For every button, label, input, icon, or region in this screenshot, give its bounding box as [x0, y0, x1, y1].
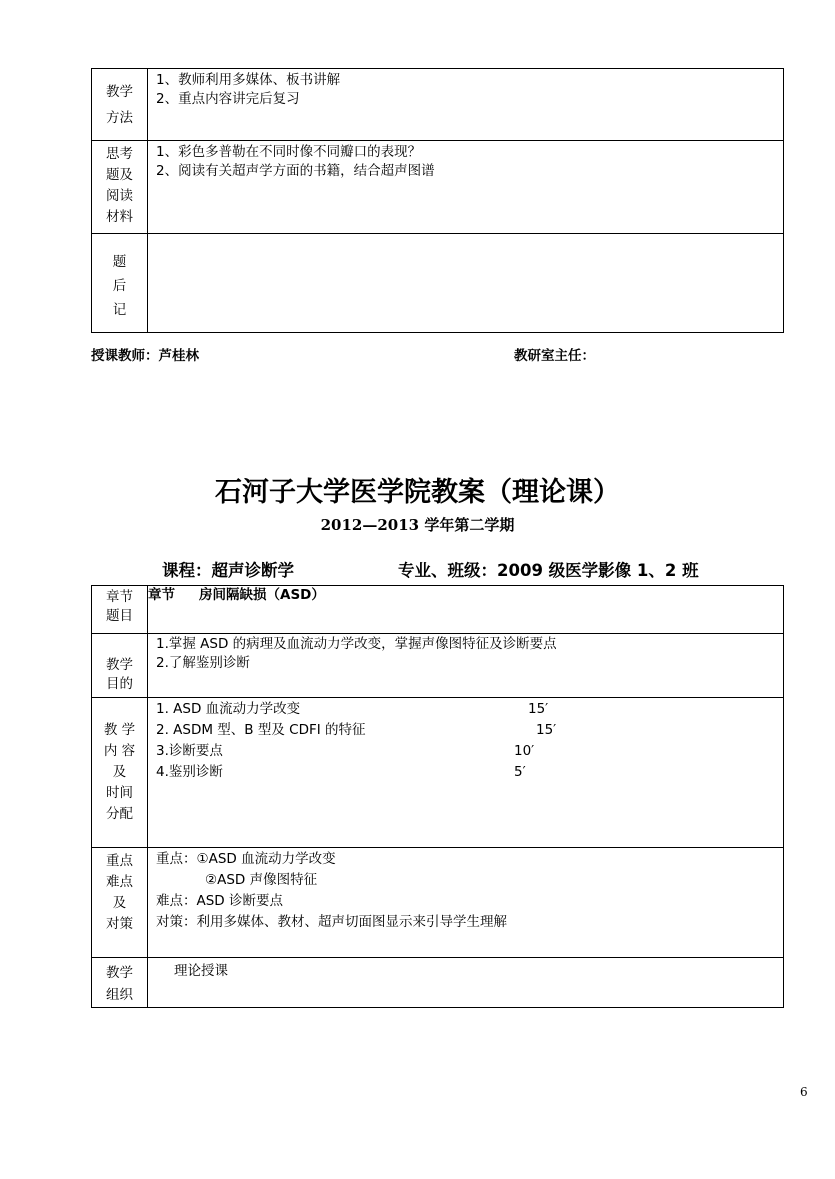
course-name: 课程：超声诊断学 — [162, 561, 294, 580]
row-label-org: 教学 组织 — [92, 958, 148, 1008]
director-signature: 教研室主任： — [514, 348, 595, 364]
row-label-goal: 教学 目的 — [92, 634, 148, 698]
org-content: 理论授课 — [148, 958, 784, 1008]
table-row — [92, 586, 784, 634]
table-row — [92, 234, 784, 333]
notes-content — [148, 234, 784, 333]
teacher-signature: 授课教师：芦桂林 — [91, 348, 199, 364]
top-table — [91, 68, 784, 333]
row-label-reading: 思考 题及 阅读 材料 — [92, 141, 148, 234]
table-row — [92, 958, 784, 1008]
row-label-chapter: 章节 题目 — [92, 586, 148, 634]
list-item: 2. ASDM 型、B 型及 CDFI 的特征 15′ — [156, 722, 557, 738]
row-label-method: 教学 方法 — [92, 69, 148, 141]
table-row — [92, 698, 784, 848]
page-number: 6 — [800, 1085, 808, 1099]
key-content: 重点：①ASD 血流动力学改变 ②ASD 声像图特征 难点：ASD 诊断要点 对策：利用多媒体、教材、超声切面图显示来引导学生理解 — [148, 848, 784, 958]
row-label-notes: 题 后 记 — [92, 234, 148, 333]
lesson-table — [91, 585, 784, 1008]
table-row — [92, 141, 784, 234]
list-item: 4.鉴别诊断 5′ — [156, 764, 526, 780]
content-allocation — [148, 698, 784, 848]
row-label-key: 重点 难点 及 对策 — [92, 848, 148, 958]
table-row — [92, 634, 784, 698]
list-item: 1. ASD 血流动力学改变 15′ — [156, 701, 549, 717]
chapter-title: 章节 房间隔缺损（ASD） — [148, 586, 784, 634]
list-item: 3.诊断要点 10′ — [156, 743, 535, 759]
method-content: 1、教师利用多媒体、板书讲解 2、重点内容讲完后复习 — [148, 69, 784, 141]
goal-content: 1.掌握 ASD 的病理及血流动力学改变，掌握声像图特征及诊断要点 2.了解鉴别诊断 — [148, 634, 784, 698]
semester: 2012—2013 学年第二学期 — [320, 516, 515, 534]
page-title: 石河子大学医学院教案（理论课） — [215, 477, 620, 508]
row-label-content: 教 学 内 容 及 时间 分配 — [92, 698, 148, 848]
table-row — [92, 848, 784, 958]
table-row — [92, 69, 784, 141]
major-class: 专业、班级：2009 级医学影像 1、2 班 — [398, 561, 699, 580]
reading-content: 1、彩色多普勒在不同时像不同瓣口的表现？ 2、阅读有关超声学方面的书籍，结合超声图谱 — [148, 141, 784, 234]
